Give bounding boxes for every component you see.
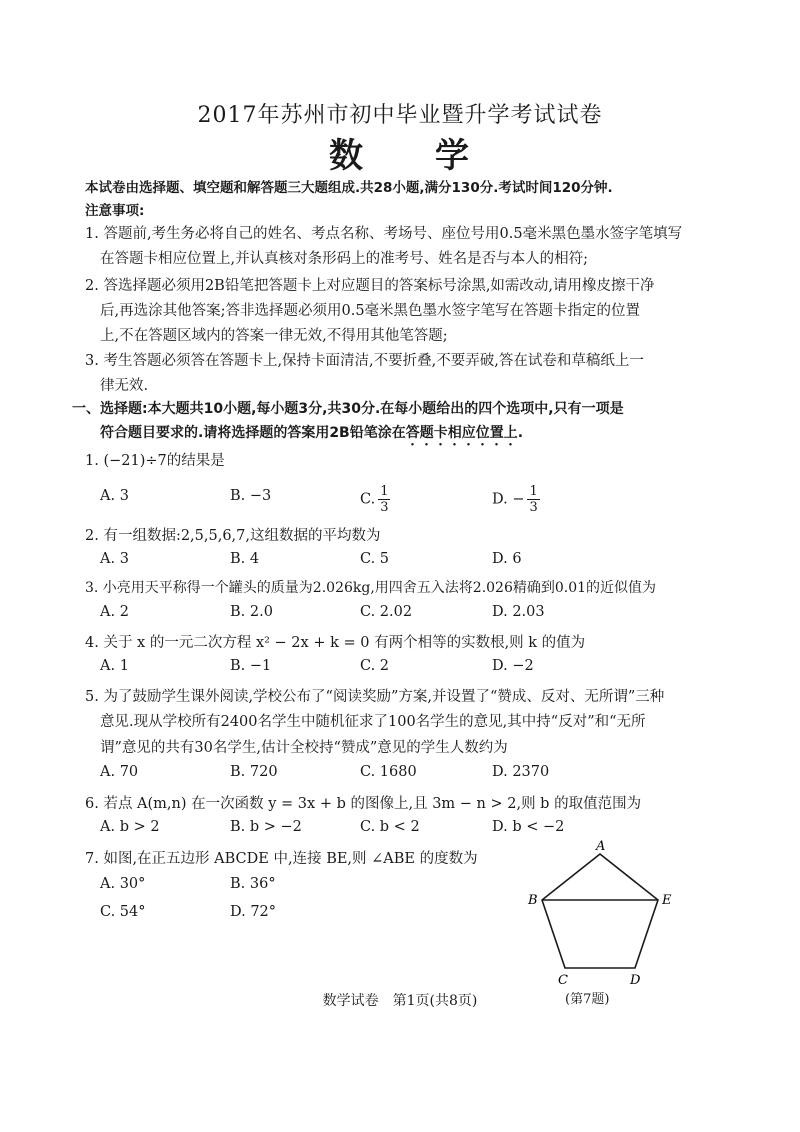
option-d: D. 6 (492, 551, 522, 567)
option-a: A. 70 (100, 764, 139, 780)
vertex-label-c: C (558, 973, 568, 988)
question-1-stem: 1. (−21)÷7的结果是 (85, 453, 225, 469)
question-6-stem: 6. 若点 A(m,n) 在一次函数 y = 3x + b 的图像上,且 3m − n > 2,则 b 的取值范围为 (85, 796, 642, 812)
note-line: 3. 考生答题必须答在答题卡上,保持卡面清洁,不要折叠,不要弄破,答在试卷和草稿纸上一 (85, 353, 644, 369)
option-a: A. 2 (100, 604, 129, 620)
option-b: B. −1 (230, 658, 272, 674)
notes-heading: 注意事项: (85, 203, 145, 219)
question-5-options (100, 764, 700, 786)
note-line: 上,不在答题区域内的答案一律无效,不得用其他笔答题; (100, 328, 448, 344)
option-a: A. 30° (100, 876, 146, 892)
option-c: C. 1680 (360, 764, 417, 780)
option-c: C. 5 (360, 551, 390, 567)
option-d: D. −2 (492, 658, 534, 674)
question-3-stem: 3. 小亮用天平称得一个罐头的质量为2.026kg,用四舍五入法将2.026精确到0.01的近似值为 (85, 580, 657, 596)
option-b: B. 4 (230, 551, 260, 567)
question-2-stem: 2. 有一组数据:2,5,5,6,7,这组数据的平均数为 (85, 528, 381, 544)
note-line: 在答题卡相应位置上,并认真核对条形码上的准考号、姓名是否与本人的相符; (100, 251, 588, 267)
page-footer: 数学试卷 第1页(共8页) (322, 993, 478, 1009)
note-line: 后,再选涂其他答案;答非选择题必须用0.5毫米黑色墨水签字笔写在答题卡指定的位置 (100, 303, 641, 319)
exam-title: 2017年苏州市初中毕业暨升学考试试卷 (197, 103, 603, 128)
question-2-options (100, 551, 700, 573)
option-c: C. 2 (360, 658, 390, 674)
option-d: D. − $\frac{1}{3}$ (492, 484, 538, 515)
vertex-label-d: D (630, 973, 641, 988)
option-c: C. b < 2 (360, 819, 420, 835)
question-5-stem-cont: 谓”意见的共有30名学生,估计全校持“赞成”意见的学生人数约为 (100, 740, 508, 756)
option-d: D. 2370 (492, 764, 550, 780)
option-c: C. 2.02 (360, 604, 413, 620)
answer-sheet-emphasis: 答题卡相应位置上 (405, 425, 518, 441)
fraction: $\frac{1}{3}$ (380, 484, 389, 515)
pentagon-outline (542, 854, 658, 968)
option-b: B. 36° (230, 876, 276, 892)
note-line: 律无效. (100, 378, 149, 394)
question-4-stem: 4. 关于 x 的一元二次方程 x² − 2x + k = 0 有两个相等的实数根,则 k 的值为 (85, 635, 586, 651)
option-c: C. $\frac{1}{3}$ (360, 484, 389, 515)
question-4-options (100, 658, 700, 680)
section-instruction: 符合题目要求的.请将选择题的答案用2B铅笔涂在答题卡相应位置上. (100, 425, 524, 441)
option-d: D. 2.03 (492, 604, 545, 620)
subject-left-char: 数 (329, 136, 365, 176)
option-c: C. 54° (100, 904, 146, 920)
subject-right-char: 学 (435, 136, 471, 176)
figure-caption: (第7题) (565, 992, 610, 1007)
option-b: B. −3 (230, 488, 272, 504)
vertex-label-e: E (662, 893, 672, 908)
option-d: D. 72° (230, 904, 277, 920)
option-a: A. 3 (100, 551, 129, 567)
question-5-stem: 5. 为了鼓励学生课外阅读,学校公布了“阅读奖励”方案,并设置了“赞成、反对、无所谓”三种 (85, 689, 665, 705)
question-3-options (100, 604, 700, 626)
fraction: $\frac{1}{3}$ (529, 484, 538, 515)
intro-text: 本试卷由选择题、填空题和解答题三大题组成.共28小题,满分130分.考试时间120分钟. (85, 180, 613, 196)
option-a: A. 3 (100, 488, 129, 504)
option-b: B. 720 (230, 764, 278, 780)
option-b: B. 2.0 (230, 604, 273, 620)
question-7-stem: 7. 如图,在正五边形 ABCDE 中,连接 BE,则 ∠ABE 的度数为 (85, 851, 478, 867)
pentagon-figure (520, 838, 680, 1008)
option-b: B. b > −2 (230, 819, 302, 835)
section-heading: 一、选择题:本大题共10小题,每小题3分,共30分.在每小题给出的四个选项中,只有一项是 (72, 401, 624, 417)
option-a: A. 1 (100, 658, 129, 674)
vertex-label-b: B (528, 893, 538, 908)
option-d: D. b < −2 (492, 819, 565, 835)
question-5-stem-cont: 意见.现从学校所有2400名学生中随机征求了100名学生的意见,其中持“反对”和“无所 (100, 714, 646, 730)
note-line: 1. 答题前,考生务必将自己的姓名、考点名称、考场号、座位号用0.5毫米黑色墨水签字笔填写 (85, 226, 683, 242)
option-a: A. b > 2 (100, 819, 160, 835)
question-1-options (100, 484, 700, 514)
vertex-label-a: A (596, 839, 606, 854)
subject-heading (0, 128, 800, 177)
note-line: 2. 答选择题必须用2B铅笔把答题卡上对应题目的答案标号涂黑,如需改动,请用橡皮擦干净 (85, 278, 655, 294)
